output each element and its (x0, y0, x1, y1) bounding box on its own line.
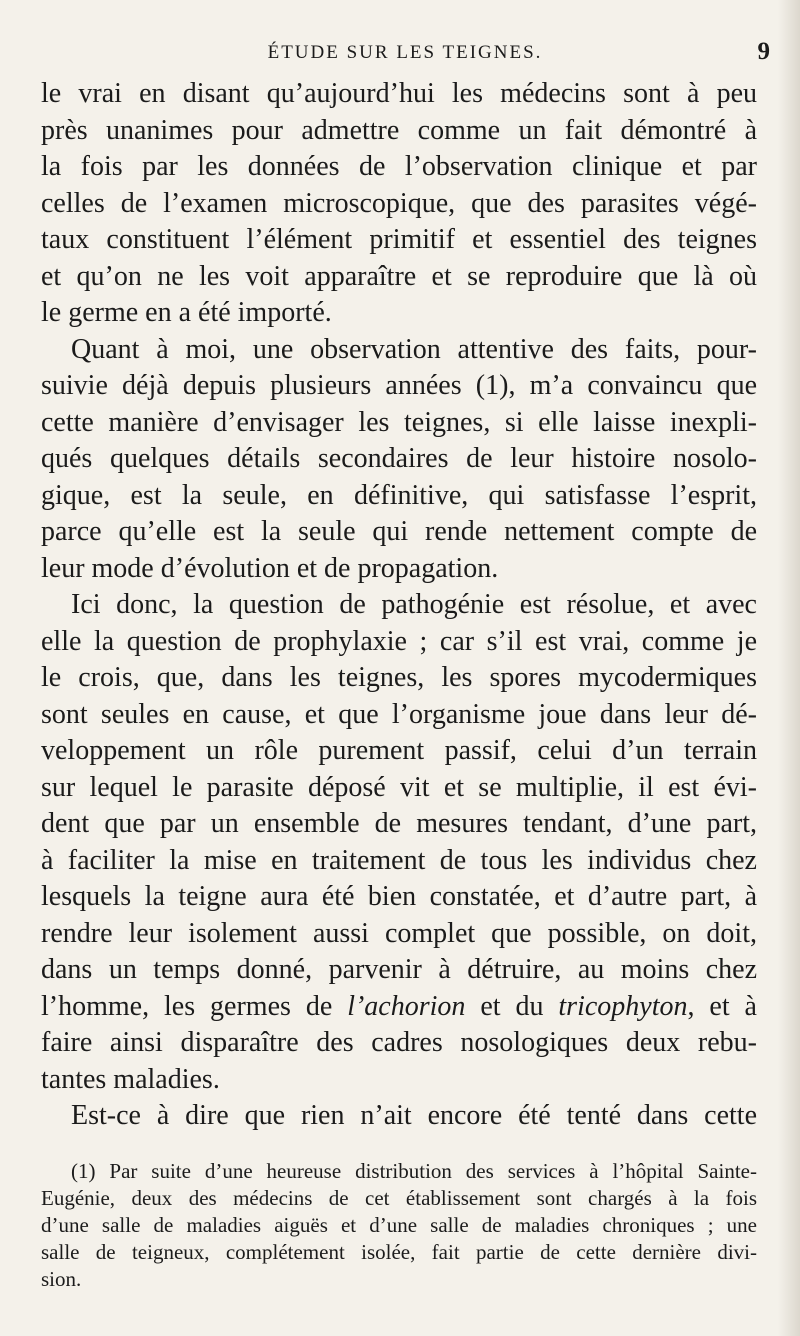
text-line: elle la question de prophylaxie ; car s’il est vrai, comme je (41, 625, 757, 657)
running-title: ÉTUDE SUR LES TEIGNES. (267, 42, 543, 63)
text-line: près unanimes pour admettre comme un fait démontré à (41, 114, 757, 146)
text-line: taux constituent l’élément primitif et essentiel des teignes (41, 224, 757, 255)
text-line: dans un temps donné, parvenir à détruire, au moins chez (41, 954, 757, 985)
text-line: sur lequel le parasite déposé vit et se multiplie, il est évi- (41, 771, 757, 803)
text-line: dent que par un ensemble de mesures tendant, d’une part, (41, 808, 757, 839)
text-line: rendre leur isolement aussi complet que possible, on doit, (41, 917, 757, 949)
text-line: qués quelques détails secondaires de leur histoire nosolo- (41, 443, 757, 474)
text-run: et du (465, 990, 559, 1022)
text-line: parce qu’elle est la seule qui rende nettement compte de (41, 516, 757, 547)
text-line: gique, est la seule, en définitive, qui satisfasse l’esprit, (41, 479, 757, 511)
text-line: Est-ce à dire que rien n’ait encore été tenté dans cette (71, 1100, 757, 1131)
text-line: cette manière d’envisager les teignes, si elle laisse inexpli- (41, 406, 757, 438)
footnote-line: sion. (41, 1267, 82, 1291)
text-line: Ici donc, la question de pathogénie est résolue, et avec (71, 589, 757, 620)
footnote-line: d’une salle de maladies aiguës et d’une salle de maladies chroniques ; une (41, 1213, 757, 1237)
text-line: sont seules en cause, et que l’organisme joue dans leur dé- (41, 698, 757, 730)
text-line-italics (41, 989, 757, 1026)
body-text (41, 76, 757, 1135)
text-line: faire ainsi disparaître des cadres nosologiques deux rebu- (41, 1027, 757, 1058)
text-line: veloppement un rôle purement passif, celui d’un terrain (41, 735, 757, 766)
text-line: la fois par les données de l’observation clinique et par (41, 151, 757, 182)
page-edge-shadow (778, 0, 800, 1336)
text-line: Quant à moi, une observation attentive des faits, pour- (71, 333, 757, 365)
page-number: 9 (757, 38, 770, 65)
text-line: le crois, que, dans les teignes, les spores mycodermiques (41, 662, 757, 693)
text-line: et qu’on ne les voit apparaître et se reproduire que là où (41, 260, 757, 292)
text-line: celles de l’examen microscopique, que des parasites végé- (41, 187, 757, 219)
text-line: à faciliter la mise en traitement de tous les individus chez (41, 844, 757, 876)
text-line: le germe en a été importé. (41, 297, 332, 328)
footnote-line: Eugénie, deux des médecins de cet établissement sont chargés à la fois (41, 1186, 757, 1210)
text-line: le vrai en disant qu’aujourd’hui les médecins sont à peu (41, 78, 757, 109)
text-line: leur mode d’évolution et de propagation. (41, 552, 499, 584)
footnote-line: (1) Par suite d’une heureuse distribution des services à l’hôpital Sainte- (71, 1159, 757, 1183)
footnotes (41, 1158, 757, 1293)
italic-term-achorion: l’achorion (347, 990, 466, 1022)
text-line: suivie déjà depuis plusieurs années (1), m’a convaincu que (41, 370, 757, 401)
text-run: l’homme, les germes de (41, 990, 348, 1022)
running-head (40, 38, 770, 68)
text-line: lesquels la teigne aura été bien constatée, et d’autre part, à (41, 881, 757, 912)
text-line: tantes maladies. (41, 1063, 220, 1095)
text-run: , et à (687, 990, 757, 1022)
italic-term-tricophyton: tricophyton (558, 990, 688, 1022)
footnote-line: salle de teigneux, complétement isolée, fait partie de cette dernière divi- (41, 1240, 757, 1264)
